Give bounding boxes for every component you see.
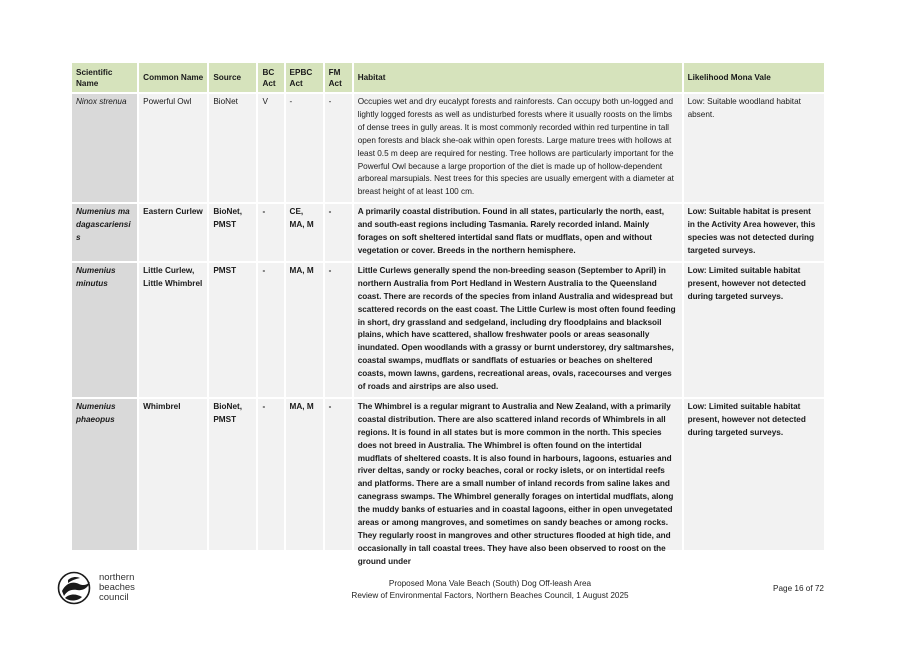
common-name-cell: Eastern Curlew bbox=[139, 204, 207, 263]
habitat-text: The Whimbrel is a regular migrant to Australia and New Zealand, with a primarily coastal distribution. There are also scattered inland records of Whimbrels in all regions. It is found in all states but is more common in the north. This species does not breed in Australia. The Whimbrel is often found on the intertidal mudflats of sheltered coasts. It is also found in harbours, lagoons, estuaries and river deltas, sandy or rocky beaches, coral or rocky islets, or on intertidal reefs and platforms. There are a small number of inland records from saline lakes and canegrass swamps. The Whimbrel generally forages on intertidal mudflats, along the muddy banks of estuaries and in coastal lagoons, either in open unvegetated areas or among mangroves, and sometimes on sandy beaches or among rocks. They regularly roost in mangroves and other structures flooded at high tide, and occasionally in tall coastal trees. They have also been observed to roost on the ground under bbox=[357, 401, 674, 566]
header-habitat: Habitat bbox=[354, 63, 682, 94]
habitat-cell: Occupies wet and dry eucalypt forests and rainforests. Can occupy both un-logged and lightly logged forests as well as undisturbed forests where it usually roosts on the limbs of dense trees in gully areas. It is most commonly recorded within red turpentine in tall open forests and black she-oak within open forests. Large mature trees with hollows at least 0.5 m deep are required for nesting. Tree hollows are particularly important for the Powerful Owl because a large proportion of the diet is made up of hollow-dependent arboreal marsupials. Nest trees for this species are usually emergent with a diameter at breast height of at least 100 cm. bbox=[354, 94, 682, 204]
scientific-name-cell: Numenius minutus bbox=[72, 263, 137, 399]
common-name-cell: Little Curlew, Little Whimbrel bbox=[139, 263, 207, 399]
header-likelihood: Likelihood Mona Vale bbox=[684, 63, 824, 94]
footer-title-line-1: Proposed Mona Vale Beach (South) Dog Off-leash Area bbox=[388, 579, 592, 588]
page-number: Page 16 of 72 bbox=[773, 584, 824, 593]
bc-act-cell: - bbox=[258, 399, 283, 550]
likelihood-cell: Low: Suitable woodland habitat absent. bbox=[684, 94, 824, 204]
species-table bbox=[70, 63, 826, 566]
epbc-act-cell: - bbox=[286, 94, 323, 204]
council-logo bbox=[57, 571, 135, 605]
logo-text-line: council bbox=[99, 592, 129, 603]
council-logo-icon bbox=[57, 571, 95, 605]
table-header-row bbox=[72, 63, 824, 94]
bc-act-cell: - bbox=[258, 204, 283, 263]
table-row bbox=[72, 263, 824, 399]
epbc-act-cell: MA, M bbox=[286, 263, 323, 399]
likelihood-cell: Low: Limited suitable habitat present, however not detected during targeted surveys. bbox=[684, 263, 824, 399]
logo-text-line: beaches bbox=[99, 582, 135, 593]
header-fm-act: FM Act bbox=[325, 63, 352, 94]
habitat-cell: Little Curlews generally spend the non-breeding season (September to April) in northern Australia from Port Hedland in Western Australia to the Queensland coast. There are records of the species from inland Australia and widespread but scattered records on the east coast. The Little Curlew is most often found feeding in short, dry grassland and sedgeland, including dry floodplains and blacksoil plains, which have scattered, shallow freshwater pools or areas seasonally inundated. Open woodlands with a grassy or burnt understorey, dry saltmarshes, coastal swamps, mudflats or sandflats of estuaries or beaches on sheltered coasts, mown lawns, gardens, recreational areas, ovals, racecourses and verges of roads and airstrips are also used. bbox=[354, 263, 682, 399]
logo-text-line: northern bbox=[99, 572, 135, 583]
source-cell: BioNet, PMST bbox=[209, 204, 256, 263]
header-bc-act: BC Act bbox=[258, 63, 283, 94]
scientific-name-cell: Ninox strenua bbox=[72, 94, 137, 204]
bc-act-cell: V bbox=[258, 94, 283, 204]
common-name-cell: Powerful Owl bbox=[139, 94, 207, 204]
source-cell: PMST bbox=[209, 263, 256, 399]
header-scientific-name: Scientific Name bbox=[72, 63, 137, 94]
header-epbc-act: EPBC Act bbox=[286, 63, 323, 94]
epbc-act-cell: MA, M bbox=[286, 399, 323, 550]
likelihood-cell: Low: Limited suitable habitat present, however not detected during targeted surveys. bbox=[684, 399, 824, 550]
source-cell: BioNet, PMST bbox=[209, 399, 256, 550]
bc-act-cell: - bbox=[258, 263, 283, 399]
fm-act-cell: - bbox=[325, 399, 352, 550]
habitat-cell bbox=[354, 399, 682, 566]
fm-act-cell: - bbox=[325, 94, 352, 204]
header-common-name: Common Name bbox=[139, 63, 207, 94]
footer-title-line-2: Review of Environmental Factors, Northern Beaches Council, 1 August 2025 bbox=[351, 590, 629, 600]
table-row bbox=[72, 204, 824, 263]
scientific-name-cell: Numenius madagascariensis bbox=[72, 204, 137, 263]
likelihood-cell: Low: Suitable habitat is present in the Activity Area however, this species was not detected during targeted surveys. bbox=[684, 204, 824, 263]
fm-act-cell: - bbox=[325, 263, 352, 399]
common-name-cell: Whimbrel bbox=[139, 399, 207, 550]
habitat-cell: A primarily coastal distribution. Found in all states, particularly the north, east, and south-east regions including Tasmania. Rarely recorded inland. Mainly forages on soft sheltered intertidal sand flats or mudflats, open and without vegetation or cover. Breeds in the northern hemisphere. bbox=[354, 204, 682, 263]
fm-act-cell: - bbox=[325, 204, 352, 263]
footer-title bbox=[300, 578, 680, 601]
epbc-act-cell: CE, MA, M bbox=[286, 204, 323, 263]
header-source: Source bbox=[209, 63, 256, 94]
scientific-name-cell: Numenius phaeopus bbox=[72, 399, 137, 550]
table-row bbox=[72, 399, 824, 550]
source-cell: BioNet bbox=[209, 94, 256, 204]
table-row bbox=[72, 94, 824, 204]
